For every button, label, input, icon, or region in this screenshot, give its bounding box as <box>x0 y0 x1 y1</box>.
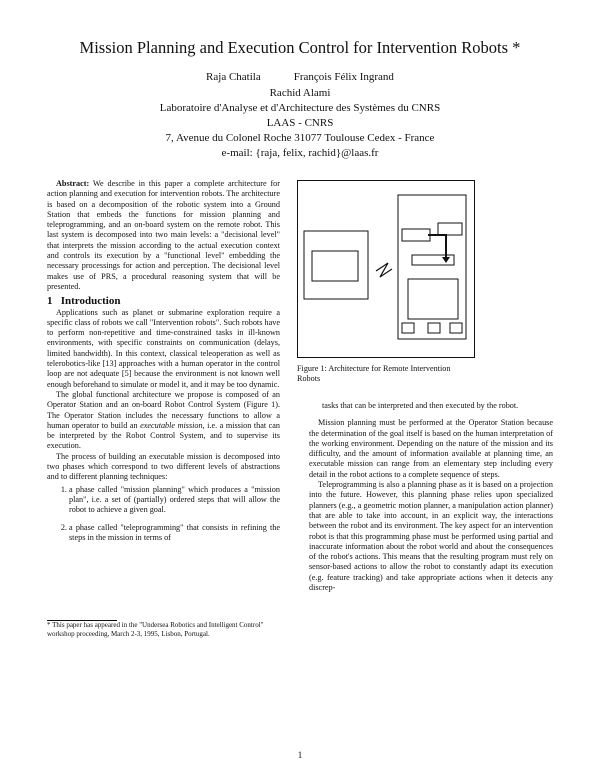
email: e-mail: {raja, felix, rachid}@laas.fr <box>221 147 379 159</box>
functional-box <box>408 279 458 319</box>
footnote-block <box>47 620 280 639</box>
affiliation: Laboratoire d'Analyse et d'Architecture des Systèmes du CNRS <box>159 102 441 114</box>
intro-paragraph-3: The process of building an executable mission is decomposed into two phases which correspond to two different levels of abstractions and to different planning techniques: <box>47 451 280 482</box>
abstract-text: We describe in this paper a complete architecture for action planning and execution for intervention robots. The architecture is based on a decomposition of the robotic system into a Ground Station that embeds the functions for mission planning and teleprogramming, and an on-board system on the remote robot. This last system is decomposed into two main levels: a "decisional level" that interprets the mission according to the actual execution context and controls its execution by a "functional level" embedding the necessary processings for action and perception. The decisional level makes use of PRS, a procedural reasoning system that will be presented. <box>47 179 280 291</box>
right-paragraph-1: Mission planning must be performed at the Operator Station because the determination of the goal itself is based on the human interpretation of the working environment. Depending on the nature of the mission and its difficulty, and the amount of information available at planning time, an executable mission can range from an elementary step including every detail in the robot actions to a complete sequence of steps. <box>309 418 553 479</box>
intro-p2-a: The global functional architecture we propose is composed of an Operator Station and an on-board Robot Control System (Figure 1). The Operator Station includes the necessary functions to allow a human operator to build an <box>47 389 280 430</box>
operator-inner-box <box>312 251 358 281</box>
figure-caption: Figure 1: Architecture for Remote Intervention Robots <box>297 364 451 384</box>
list-item-2-continued: tasks that can be interpreted and then executed by the robot. <box>322 401 519 410</box>
authors: Raja Chatila François Félix Ingrand <box>206 71 394 83</box>
intro-p2-em: executable mission <box>140 420 203 430</box>
architecture-diagram <box>298 181 474 357</box>
module-box-1 <box>402 323 414 333</box>
intro-paragraph-1: Applications such as planet or submarine exploration require a specific class of robots we call "Intervention robots". Such robots have to perform non-repetitive and time-constrained tasks in ill-known environments, with specific constraints on communication (delays, limited bandwidth). In this context, classical teleoperation as well as telerobotics-like [13] approaches with a human operator in the control loop are not adequate [5] because the environment is not known well enough beforehand to simulate or model it, and it may be too dynamic. <box>47 307 280 389</box>
module-box-3 <box>450 323 462 333</box>
paper-title: Mission Planning and Execution Control for Intervention Robots * <box>79 38 521 57</box>
phase-list <box>47 485 280 543</box>
figure-1 <box>297 180 475 358</box>
decision-box-left <box>402 229 430 241</box>
module-box-2 <box>428 323 440 333</box>
intro-p2-b: , i.e. a mission that can be interpreted by the Robot Control System, and to supervise its execution. <box>47 420 280 451</box>
address: 7, Avenue du Colonel Roche 31077 Toulouse Cedex - France <box>165 132 435 144</box>
author-3: Rachid Alami <box>269 87 331 99</box>
phase-list-item-1: 1. a phase called "mission planning" which produces a "mission plan", i.e. a set of (partially) ordered steps that will allow the robot to achieve a given goal. <box>69 485 280 516</box>
footnote: * This paper has appeared in the "Undersea Robotics and Intelligent Control" workshop proceeding, March 2-3, 1995, Lisbon, Portugal. <box>47 621 264 638</box>
intro-paragraph-2 <box>47 390 280 452</box>
right-paragraph-2: Teleprogramming is also a planning phase as it is based on a projection into the future. However, this planning phase relies upon specialized planners (e.g., a geometric motion planner, a manipulation action planner) that are able to take into account, in an explicit way, the interactions between the robot and its environment. The key aspect for an intervention robot is that this programming phase must be performed using partial and inaccurate information about the robot world and about the consequences of the robot's actions. This means that the resulting program must rely on sensor-based actions to allow the robot to constantly adapt its execution (e.g. feature tracking) and take appropriate actions when it detects any discrep- <box>309 480 553 593</box>
abstract <box>47 179 280 292</box>
right-column <box>309 401 553 593</box>
section-1-heading: 1 Introduction <box>47 295 121 308</box>
authors-line <box>0 70 600 84</box>
decision-box-right <box>438 223 462 235</box>
page-number: 1 <box>297 750 303 760</box>
organization: LAAS - CNRS <box>266 117 334 129</box>
comm-link-icon <box>376 263 392 277</box>
phase-list-item-2: 2. a phase called "teleprogramming" that consists in refining the steps in the mission in terms of <box>69 523 280 544</box>
left-column <box>47 179 280 550</box>
abstract-label: Abstract: <box>56 179 90 188</box>
